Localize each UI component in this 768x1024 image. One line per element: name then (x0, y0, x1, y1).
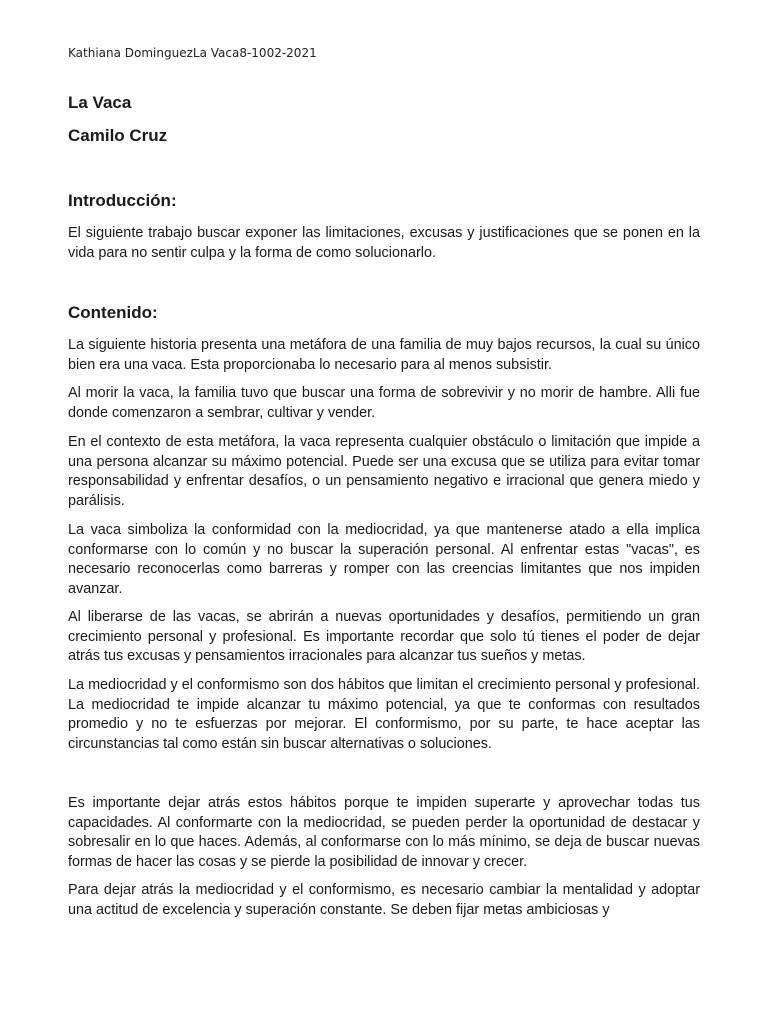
document-title: La Vaca (68, 93, 132, 112)
content-paragraph: Al liberarse de las vacas, se abrirán a nuevas oportunidades y desafíos, permitiendo un gran crecimiento personal y profesional. Es importante recordar que solo tú tienes el poder de dejar atrás tus excusas y pensamientos irracionales para alcanzar tus sueños y metas. (68, 609, 700, 664)
content-paragraph: Al morir la vaca, la familia tuvo que buscar una forma de sobrevivir y no morir de hambre. Alli fue donde comenzaron a sembrar, cultivar y vender. (68, 385, 700, 421)
intro-paragraph: El siguiente trabajo buscar exponer las limitaciones, excusas y justificaciones que se ponen en la vida para no sentir culpa y la forma de como solucionarlo. (68, 225, 700, 261)
content-paragraph: La vaca simboliza la conformidad con la mediocridad, ya que mantenerse atado a ella implica conformarse con lo común y no buscar la superación personal. Al enfrentar estas "vacas", es necesario reconocerlas como barreras y romper con las creencias limitantes que nos impiden avanzar. (68, 522, 700, 597)
intro-heading: Introducción: (68, 191, 177, 210)
content-heading: Contenido: (68, 303, 158, 322)
content-paragraph: La siguiente historia presenta una metáfora de una familia de muy bajos recursos, la cual su único bien era una vaca. Esta proporcionaba lo necesario para al menos subsistir. (68, 337, 700, 373)
content-paragraph: Para dejar atrás la mediocridad y el conformismo, es necesario cambiar la mentalidad y adoptar una actitud de excelencia y superación constante. Se deben fijar metas ambiciosas y (68, 882, 700, 918)
document-author: Camilo Cruz (68, 126, 168, 145)
content-paragraph: La mediocridad y el conformismo son dos hábitos que limitan el crecimiento personal y profesional. La mediocridad te impide alcanzar tu máximo potencial, ya que te conformas con resultados promedio y no te esfuerzas por mejorar. El conformismo, por su parte, te hace aceptar las circunstancias tal como están sin buscar alternativas o soluciones. (68, 677, 700, 752)
content-paragraph: Es importante dejar atrás estos hábitos porque te impiden superarte y aprovechar todas tus capacidades. Al conformarte con la mediocridad, se pueden perder la oportunidad de destacar y sobresalir en lo que haces. Además, al conformarse con lo más mínimo, se deja de buscar nuevas formas de hacer las cosas y se pierde la posibilidad de innovar y crecer. (68, 795, 700, 870)
running-header: Kathiana DominguezLa Vaca8-1002-2021 (68, 46, 317, 60)
content-paragraph: En el contexto de esta metáfora, la vaca representa cualquier obstáculo o limitación que impide a una persona alcanzar su máximo potencial. Puede ser una excusa que se utiliza para evitar tomar responsabilidad y enfrentar desafíos, o un pensamiento negativo e irracional que genera miedo y parálisis. (68, 434, 700, 509)
